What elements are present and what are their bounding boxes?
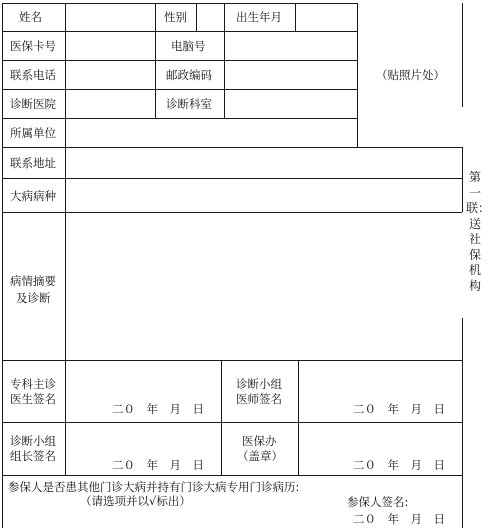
line — [462, 147, 463, 212]
line — [155, 3, 156, 118]
group-doctor-sign-field[interactable] — [299, 361, 462, 399]
postcode-field[interactable] — [225, 61, 357, 89]
group-doctor-sign-label-line2: 医师签名 — [236, 392, 282, 406]
selection-note: （请选项并以√标出） — [80, 494, 191, 508]
attending-sign-field[interactable] — [66, 361, 221, 399]
employer-label: 所属单位 — [10, 126, 56, 140]
employer-field[interactable] — [66, 119, 357, 147]
phone-label: 联系电话 — [10, 68, 56, 82]
attending-sign-label-line2: 医生签名 — [10, 392, 56, 406]
group-leader-sign-label-line1: 诊断小组 — [10, 434, 56, 448]
attending-date: 二０ 年 月 日 — [112, 402, 204, 416]
copy-destination-label: 第一联：送社保机构 — [466, 170, 491, 293]
group-leader-sign-field[interactable] — [66, 423, 221, 456]
line — [221, 360, 222, 475]
birth-date-field[interactable] — [296, 4, 357, 31]
line — [2, 3, 3, 528]
insurance-office-label-line2: （盖章） — [237, 449, 283, 463]
group-leader-date: 二０ 年 月 日 — [112, 458, 204, 472]
photo-placeholder-label: （贴照片处） — [376, 68, 445, 82]
summary-field[interactable] — [66, 213, 462, 360]
attending-sign-label-line1: 专科主诊 — [10, 377, 56, 391]
birth-date-label: 出生年月 — [236, 10, 282, 24]
address-label: 联系地址 — [10, 156, 56, 170]
medical-card-field[interactable] — [66, 32, 155, 60]
gender-field[interactable] — [197, 4, 224, 31]
gender-label: 性别 — [164, 10, 187, 24]
insured-sign-date: 二０ 年 月 日 — [353, 512, 445, 526]
name-label: 姓名 — [19, 10, 42, 24]
summary-label-line2: 及诊断 — [16, 291, 51, 305]
group-doctor-date: 二０ 年 月 日 — [353, 402, 445, 416]
other-disease-question: 参保人是否患其他门诊大病并持有门诊大病专用门诊病历: — [8, 480, 300, 494]
insurance-office-date: 二０ 年 月 日 — [353, 458, 445, 472]
hospital-label: 诊断医院 — [10, 97, 56, 111]
department-label: 诊断科室 — [166, 97, 212, 111]
disease-field[interactable] — [66, 179, 462, 212]
insured-sign-label: 参保人签名: — [347, 495, 409, 509]
line — [357, 3, 358, 148]
insurance-office-label-line1: 医保办 — [242, 434, 277, 448]
disease-label: 大病病种 — [10, 189, 56, 203]
postcode-label: 邮政编码 — [166, 68, 212, 82]
group-doctor-sign-label-line1: 诊断小组 — [236, 377, 282, 391]
hospital-field[interactable] — [66, 90, 155, 118]
insurance-office-seal-field[interactable] — [299, 423, 462, 456]
medical-card-label: 医保卡号 — [10, 39, 56, 53]
summary-label-line1: 病情摘要 — [10, 274, 56, 288]
group-leader-sign-label-line2: 组长签名 — [10, 449, 56, 463]
address-field[interactable] — [66, 148, 462, 178]
line — [462, 3, 463, 107]
phone-field[interactable] — [66, 61, 155, 89]
department-field[interactable] — [225, 90, 357, 118]
name-field[interactable] — [66, 4, 155, 31]
line — [2, 475, 462, 476]
computer-no-label: 电脑号 — [171, 39, 206, 53]
insured-sign-field[interactable] — [420, 490, 460, 510]
line — [462, 318, 463, 528]
computer-no-field[interactable] — [225, 32, 357, 60]
